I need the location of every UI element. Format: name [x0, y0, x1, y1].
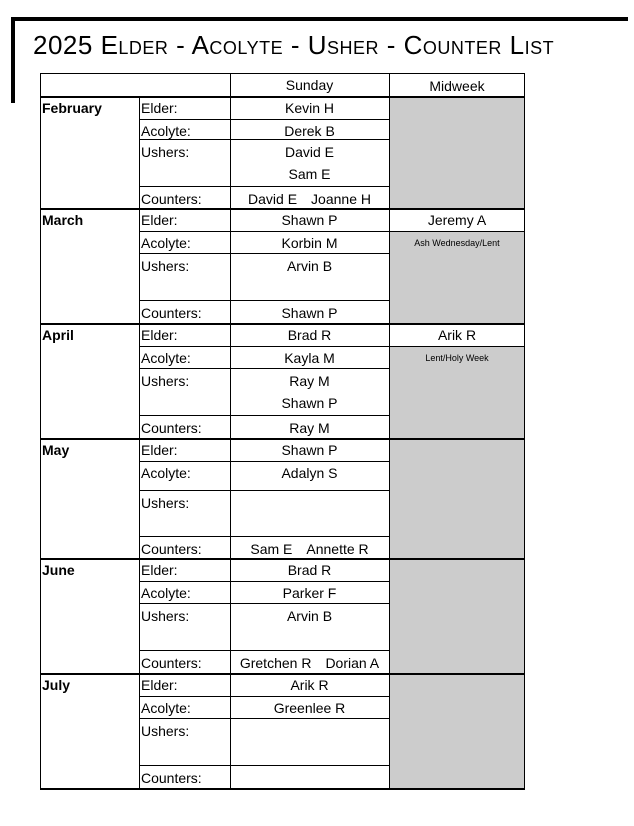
- role-row-divider: [139, 461, 389, 462]
- role-row-divider: [139, 603, 389, 604]
- role-row-divider: [139, 346, 389, 347]
- role-row-divider: [139, 490, 389, 491]
- midweek-row-divider: [389, 231, 525, 232]
- midweek-shade: [389, 673, 525, 789]
- midweek-note: Lent/Holy Week: [425, 353, 489, 363]
- counter-name: Shawn P: [281, 305, 338, 321]
- acolyte-name: Greenlee R: [273, 700, 346, 716]
- role-row-divider: [139, 581, 389, 582]
- usher-name: Shawn P: [281, 395, 338, 411]
- table-border-top: [40, 73, 525, 74]
- acolyte-name: Adalyn S: [281, 465, 338, 481]
- midweek-shade: [389, 96, 525, 208]
- counter-name: Sam E: [250, 541, 293, 557]
- role-label-ushers: Ushers:: [141, 495, 190, 511]
- role-row-divider: [139, 536, 389, 537]
- role-row-divider: [139, 186, 389, 187]
- title-rule-horizontal: [13, 17, 628, 21]
- elder-name: Shawn P: [281, 442, 338, 458]
- month-name: June: [42, 562, 75, 578]
- month-name: July: [42, 677, 71, 693]
- role-label-counters: Counters:: [141, 770, 202, 786]
- column-divider-role: [139, 558, 140, 673]
- acolyte-name: Korbin M: [281, 235, 338, 251]
- column-divider-midweek: [389, 558, 390, 673]
- role-row-divider: [139, 718, 389, 719]
- role-label-counters: Counters:: [141, 655, 202, 671]
- month-separator: [40, 323, 525, 325]
- role-row-divider: [139, 139, 389, 140]
- month-separator: [40, 208, 525, 210]
- role-label-acolyte: Acolyte:: [141, 700, 191, 716]
- role-row-divider: [139, 765, 389, 766]
- title-rule-vertical: [11, 17, 15, 103]
- role-label-acolyte: Acolyte:: [141, 585, 191, 601]
- usher-name: Arvin B: [286, 258, 333, 274]
- column-divider-role: [139, 438, 140, 558]
- month-separator: [40, 673, 525, 675]
- table-border-left: [40, 73, 41, 789]
- counters-pair: [230, 655, 389, 671]
- role-label-ushers: Ushers:: [141, 608, 190, 624]
- table-border-right: [524, 73, 525, 789]
- header-sunday: Sunday: [285, 77, 334, 93]
- elder-name: Brad R: [287, 327, 332, 343]
- usher-name: David E: [284, 144, 335, 160]
- role-row-divider: [139, 650, 389, 651]
- role-row-divider: [139, 253, 389, 254]
- midweek-leader: Jeremy A: [427, 212, 487, 228]
- month-separator: [40, 558, 525, 560]
- role-label-counters: Counters:: [141, 420, 202, 436]
- month-name: May: [42, 442, 70, 458]
- column-divider-role: [139, 323, 140, 438]
- page-title: 2025 Elder - Acolyte - Usher - Counter List: [33, 30, 555, 60]
- role-label-elder: Elder:: [141, 677, 178, 693]
- month-name: March: [42, 212, 84, 228]
- midweek-row-divider: [389, 346, 525, 347]
- usher-name: Ray M: [289, 373, 330, 389]
- role-label-counters: Counters:: [141, 305, 202, 321]
- role-label-counters: Counters:: [141, 541, 202, 557]
- role-label-ushers: Ushers:: [141, 373, 190, 389]
- month-separator: [40, 438, 525, 440]
- role-label-ushers: Ushers:: [141, 144, 190, 160]
- role-label-ushers: Ushers:: [141, 723, 190, 739]
- elder-name: Arik R: [290, 677, 329, 693]
- role-label-ushers: Ushers:: [141, 258, 190, 274]
- counter-name: Ray M: [289, 420, 330, 436]
- role-label-elder: Elder:: [141, 100, 178, 116]
- column-divider-role: [139, 208, 140, 323]
- role-label-acolyte: Acolyte:: [141, 235, 191, 251]
- role-label-elder: Elder:: [141, 327, 178, 343]
- role-label-elder: Elder:: [141, 212, 178, 228]
- month-name: February: [42, 100, 102, 116]
- role-label-acolyte: Acolyte:: [141, 465, 191, 481]
- acolyte-name: Parker F: [282, 585, 337, 601]
- counter-name: Joanne H: [311, 191, 371, 207]
- midweek-note: Ash Wednesday/Lent: [414, 238, 500, 248]
- counter-name: Gretchen R: [239, 655, 312, 671]
- usher-name: Arvin B: [286, 608, 333, 624]
- role-row-divider: [139, 231, 389, 232]
- counter-name: David E: [248, 191, 298, 207]
- counter-name: Dorian A: [325, 655, 380, 671]
- usher-name: Sam E: [288, 166, 331, 182]
- role-label-counters: Counters:: [141, 191, 202, 207]
- table-border-bottom: [40, 788, 525, 790]
- role-row-divider: [139, 300, 389, 301]
- midweek-shade: [389, 558, 525, 673]
- header-bottom-rule: [40, 96, 525, 98]
- column-divider-midweek: [389, 673, 390, 789]
- role-row-divider: [139, 415, 389, 416]
- column-divider-role: [139, 673, 140, 789]
- elder-name: Shawn P: [281, 212, 338, 228]
- roster-table: [40, 73, 525, 789]
- acolyte-name: Kayla M: [284, 350, 335, 366]
- role-label-elder: Elder:: [141, 442, 178, 458]
- role-row-divider: [139, 696, 389, 697]
- column-divider-midweek: [389, 96, 390, 208]
- counters-pair: [230, 191, 389, 207]
- role-row-divider: [139, 119, 389, 120]
- role-label-acolyte: Acolyte:: [141, 123, 191, 139]
- midweek-shade: [389, 438, 525, 558]
- elder-name: Kevin H: [284, 100, 335, 116]
- acolyte-name: Derek B: [284, 123, 335, 139]
- elder-name: Brad R: [287, 562, 332, 578]
- month-name: April: [42, 327, 74, 343]
- midweek-leader: Arik R: [437, 327, 477, 343]
- role-row-divider: [139, 368, 389, 369]
- column-divider-midweek: [389, 438, 390, 558]
- role-label-acolyte: Acolyte:: [141, 350, 191, 366]
- counter-name: Annette R: [306, 541, 369, 557]
- counters-pair: [230, 541, 389, 557]
- header-midweek: Midweek: [429, 78, 485, 94]
- column-divider-role: [139, 96, 140, 208]
- role-label-elder: Elder:: [141, 562, 178, 578]
